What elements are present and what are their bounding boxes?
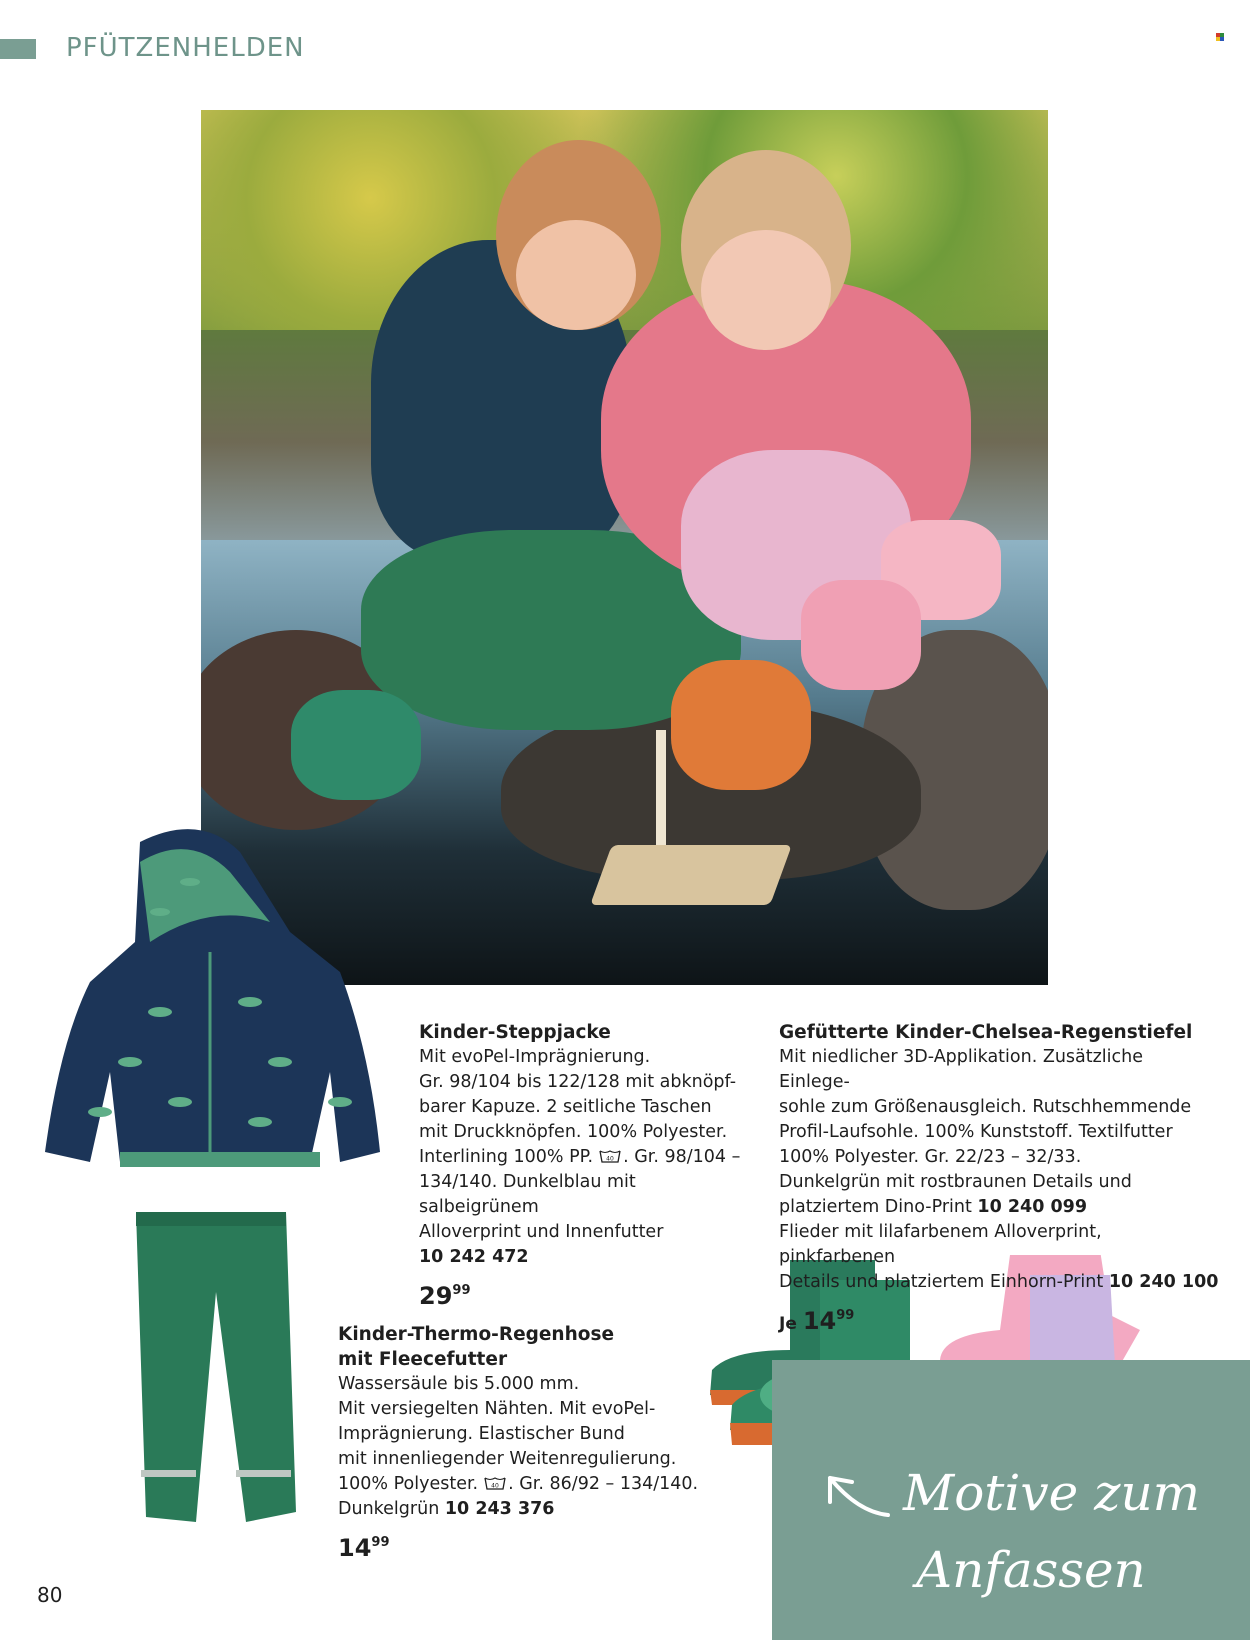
boots-article-number-lilac: 10 240 100 xyxy=(1108,1272,1219,1292)
jacket-line: Alloverprint und Innenfutter xyxy=(419,1222,664,1242)
boots-line: Mit niedlicher 3D-Applikation. Zusätzliche Einlege- xyxy=(779,1047,1143,1092)
callout-script-line1: Motive zum xyxy=(903,1464,1201,1522)
section-title: PFÜTZENHELDEN xyxy=(66,33,305,63)
pants-line: mit innenliegender Weitenregulierung. xyxy=(338,1449,677,1469)
page-number: 80 xyxy=(37,1583,63,1607)
boots-article-number-green: 10 240 099 xyxy=(977,1197,1088,1217)
pants-article-number: 10 243 376 xyxy=(444,1499,555,1519)
jacket-line: Interlining 100% PP. 40 . Gr. 98/104 – xyxy=(419,1147,741,1167)
pants-description xyxy=(338,1322,718,1561)
boots-line: Profil-Laufsohle. 100% Kunststoff. Textilfutter xyxy=(779,1122,1173,1142)
jacket-description xyxy=(419,1020,749,1309)
boots-description xyxy=(779,1020,1219,1337)
boots-line: 100% Polyester. Gr. 22/23 – 32/33. xyxy=(779,1147,1082,1167)
pants-name: Kinder-Thermo-Regenhose xyxy=(338,1324,615,1345)
wash-40-icon xyxy=(484,1476,506,1490)
jacket-product-image xyxy=(40,822,400,1202)
boots-line: sohle zum Größenausgleich. Rutschhemmende xyxy=(779,1097,1192,1117)
jacket-price: $29^{99}$ xyxy=(419,1282,471,1310)
jacket-article-number: 10 242 472 xyxy=(419,1247,529,1267)
boots-line: platziertem Dino-Print 10 240 099 xyxy=(779,1197,1088,1217)
svg-text:40: 40 xyxy=(606,1155,614,1163)
pants-line: Wassersäule bis 5.000 mm. xyxy=(338,1374,580,1394)
jacket-line: barer Kapuze. 2 seitliche Taschen xyxy=(419,1097,712,1117)
pants-line: 100% Polyester. 40 . Gr. 86/92 – 134/140. xyxy=(338,1474,699,1494)
boots-name: Gefütterte Kinder-Chelsea-Regenstiefel xyxy=(779,1022,1193,1043)
pants-line: Imprägnierung. Elastischer Bund xyxy=(338,1424,625,1444)
pants-price: $14^{99}$ xyxy=(338,1534,390,1562)
boots-line: Details und platziertem Einhorn-Print 10 240 100 xyxy=(779,1272,1219,1292)
arrow-up-left-icon xyxy=(818,1470,898,1530)
header-accent-bar xyxy=(0,39,36,59)
color-marker-icon xyxy=(1216,33,1224,41)
pants-product-image xyxy=(126,1212,298,1536)
jacket-line: 134/140. Dunkelblau mit salbeigrünem xyxy=(419,1172,636,1217)
jacket-name: Kinder-Steppjacke xyxy=(419,1022,611,1043)
pants-line: Dunkelgrün 10 243 376 xyxy=(338,1499,555,1519)
jacket-line: Mit evoPel-Imprägnierung. xyxy=(419,1047,651,1067)
pants-line: Mit versiegelten Nähten. Mit evoPel- xyxy=(338,1399,656,1419)
boots-line: Flieder mit lilafarbenem Alloverprint, pinkfarbenen xyxy=(779,1222,1102,1267)
svg-text:40: 40 xyxy=(491,1482,499,1490)
wash-40-icon xyxy=(599,1149,621,1163)
boots-price: Je $14^{99}$ xyxy=(779,1307,855,1335)
callout-script-line2: Anfassen xyxy=(916,1541,1146,1599)
jacket-line: mit Druckknöpfen. 100% Polyester. xyxy=(419,1122,728,1142)
jacket-line: Gr. 98/104 bis 122/128 mit abknöpf- xyxy=(419,1072,737,1092)
boots-line: Dunkelgrün mit rostbraunen Details und xyxy=(779,1172,1132,1192)
pants-name-subtitle: mit Fleecefutter xyxy=(338,1349,508,1370)
